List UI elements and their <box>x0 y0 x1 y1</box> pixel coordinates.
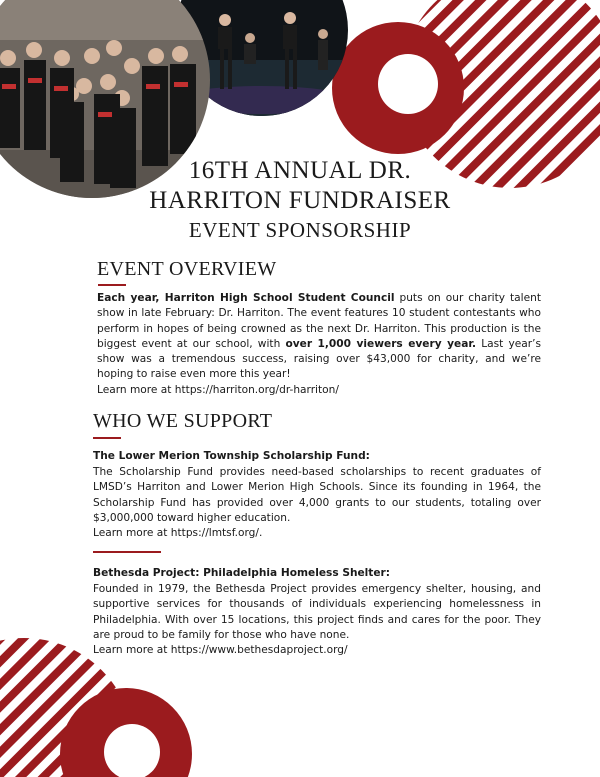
overview-link[interactable]: Learn more at https://harriton.org/dr-harriton/ <box>97 383 339 396</box>
org-divider <box>93 551 161 553</box>
overview-rule <box>98 284 126 286</box>
overview-text-1: puts on our charity talent show in late February: Dr. Harriton. The event features 10 student contestants who perform in hopes of being crowned as the next Dr. Harriton. This production is the biggest event at our school, with <box>97 292 541 350</box>
org2-text: Founded in 1979, the Bethesda Project provides emergency shelter, housing, and supportive services for thousands of individuals experiencing homelessness in Philadelphia. With over 15 locations, this project finds and cares for the poor. They are proud to be family for those who have none. <box>93 583 541 641</box>
support-heading: WHO WE SUPPORT <box>93 410 273 432</box>
overview-text-2: Last year’s show was a tremendous success, raising over $43,000 for charity, and we’re hoping to raise even more this year! <box>97 337 541 381</box>
title-line-1: 16TH ANNUAL DR. <box>188 157 412 184</box>
org1-name: The Lower Merion Township Scholarship Fund: <box>93 450 370 462</box>
org1-text: The Scholarship Fund provides need-based scholarships to recent graduates of LMSD’s Harriton and Lower Merion High Schools. Since its founding in 1964, the Scholarship Fund has provided over 4,000 grants to our students, totaling over $3,000,000 toward higher education. <box>93 466 541 524</box>
title-line-2: HARRITON FUNDRAISER <box>149 187 451 214</box>
flyer-title <box>0 156 600 244</box>
org2-link[interactable]: Learn more at https://www.bethesdaproject.org/ <box>93 644 348 657</box>
overview-paragraph <box>97 291 541 398</box>
org2-paragraph <box>93 582 541 658</box>
overview-bold-1: Each year, Harriton High School Student Council <box>97 292 395 304</box>
org2-name: Bethesda Project: Philadelphia Homeless Shelter: <box>93 567 391 579</box>
org1-link[interactable]: Learn more at https://lmtsf.org/. <box>93 527 263 540</box>
support-rule <box>93 437 121 439</box>
overview-heading: EVENT OVERVIEW <box>97 258 277 280</box>
org1-paragraph <box>93 465 541 541</box>
title-line-3: EVENT SPONSORSHIP <box>188 218 412 242</box>
overview-bold-2: over 1,000 viewers every year. <box>285 337 477 350</box>
